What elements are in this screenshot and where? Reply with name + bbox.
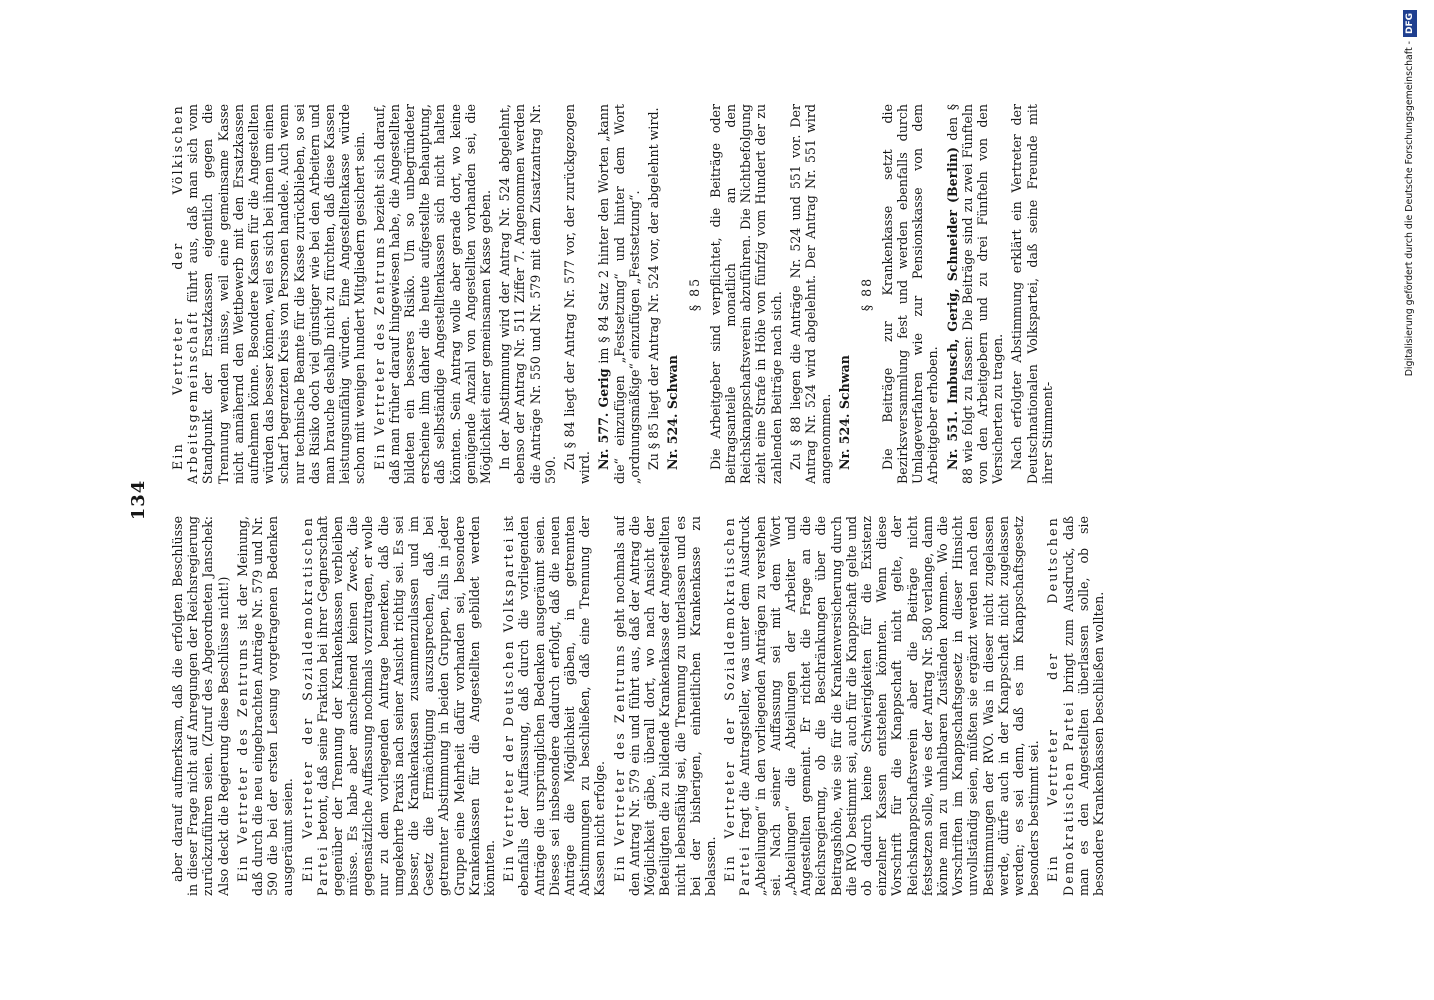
paragraph [372, 104, 494, 484]
digitization-text: Digitalisierung gefördert durch die Deutsche Forschungsgemeinschaft - [1404, 41, 1415, 377]
paragraph-text: ist ebenfalls der Auffassung, daß durch die vorliegenden Anträge die ursprünglichen Bedenken ausgeräumt seien. Dieses sei insbesondere dadurch erfolgt, daß die neuen Anträge die Möglichkeit gäben, in getrennten Abstimmungen zu beschließen, daß eine Trennung der Kassen nicht erfolge. [501, 516, 608, 896]
paragraph [596, 104, 642, 484]
paragraph-text: Zu § 84 liegt der Antrag Nr. 577 vor, der zurückgezogen wird. [562, 104, 593, 484]
paragraph [235, 516, 296, 896]
speaker-lead: Ein Vertreter des Zentrums [234, 637, 250, 882]
paragraph [708, 104, 784, 484]
paragraph [945, 104, 1006, 484]
dfg-logo: DFG [1403, 10, 1417, 37]
scanned-page [110, 90, 1160, 910]
paragraph-text: ist der Meinung, daß durch die neu eingebrachten Anträge Nr. 579 und Nr. 590 die bei der ersten Lesung vorgetragenen Bedenken ausgeräumt seien. [234, 516, 296, 896]
paragraph [612, 516, 718, 896]
paragraph-text: Nach erfolgter Abstimmung erklärt ein Vertreter der Deutschnationalen Volkspartei, daß seine Freunde mit ihrer Stimment- [1009, 104, 1055, 484]
speaker-lead: Nr. 524. Schwan [665, 355, 681, 470]
paragraph [300, 516, 498, 896]
paragraph [1009, 104, 1055, 484]
paragraph [837, 104, 852, 484]
paragraph-text: Die Arbeitgeber sind verpflichtet, die Beiträge oder Beitragsanteile monatlich an den Reichsknappschaftsverein abzuführen. Die Nichtbefolgung zieht eine Strafe in Höhe von fünfzig vom Hundert der zu zahlenden Beiträge nach sich. [707, 104, 784, 484]
speaker-lead: Ein Vertreter der Deutschen Demokratischen Partei [1045, 516, 1076, 896]
paragraph-text: bezieht sich darauf, daß man früher darauf hingewiesen habe, die Angestellten bildeten ein besseres Risiko. Um so unbegründeter erscheine ihm daher die heute aufgestellte Behauptung, daß selbständige Angestelltenkassen sich nicht halten könnten. Sein Antrag wolle aber gerade dort, wo keine genügende Anzahl von Angestellten vorhanden sei, die Möglichkeit einer gemeinsamen Kasse geben. [371, 104, 494, 484]
speaker-lead: Ein Vertreter der Sozialdemokratischen Partei [722, 516, 753, 896]
paragraph-text: Die Beiträge zur Krankenkasse setzt die Bezirksversammlung fest und werden ebenfalls durch Umlageverfahren wie zur Pensionskasse von dem Arbeitgeber erhoben. [879, 104, 941, 484]
paragraph [497, 104, 558, 484]
speaker-lead: Ein Vertreter des Zentrums [371, 235, 387, 470]
paragraph-text: den § 88 wie folgt zu fassen: Die Beiträge sind zu zwei Fünfteln von den Arbeitgebern und zu drei Fünfteln von den Versicherten zu tragen. [944, 104, 1006, 484]
right-column [170, 104, 1150, 484]
paragraph-text: Zu § 85 liegt der Antrag Nr. 524 vor, der abgelehnt wird. [646, 107, 662, 470]
left-column [170, 516, 1150, 896]
digitization-note [1398, 10, 1422, 990]
paragraph [646, 104, 661, 484]
paragraph [665, 104, 680, 484]
speaker-lead: Nr. 524. Schwan [837, 355, 853, 470]
paragraph [687, 104, 702, 484]
paragraph [562, 104, 592, 484]
paragraph [170, 516, 231, 896]
paragraph-text: In der Abstimmung wird der Antrag Nr. 524 abgelehnt, ebenso der Antrag Nr. 511 Ziffer 7. Angenommen werden die Anträge Nr. 550 und Nr. 579 mit dem Zusatzantrag Nr. 590. [497, 104, 558, 484]
paragraph-text: fragt die Antragsteller, was unter dem Ausdruck „Abteilungen“ in den vorliegenden Anträgen zu verstehen sei. Nach seiner Auffassung sei mit dem Wort „Abteilungen“ die Abteilungen der Arbeiter und Angestellten gemeint. Er richtet die Frage an die Reichsregierung, ob die Beschränkungen über die Beitragshöhe, wie sie für die Krankenversicherung durch die RVO bestimmt sei, auch für die Knappschaft gelte und ob dadurch keine Schwierigkeiten für die Existenz einzelner Kassen entstehen könnten. Wenn diese Vorschrift für die Knappschaft nicht gelte, der Reichsknappschaftsverein aber die Beiträge nicht festsetzen solle, wie es der Antrag Nr. 580 verlange, dann könne man zu unhaltbaren Zuständen kommen. Wo die Vorschriften im Knappschaftsgesetz in dieser Hinsicht unvollständig seien, müßten sie ergänzt werden nach den Bestimmungen der RVO. Was in dieser nicht zugelassen werde, dürfe auch in der Knappschaft nicht zugelassen werden; es sei denn, daß es im Knappschaftsgesetz besonders bestimmt sei. [737, 516, 1042, 896]
speaker-lead: Ein Vertreter der Sozialdemokratischen Partei [299, 516, 330, 896]
page-number: 134 [128, 479, 149, 521]
paragraph [880, 104, 941, 484]
paragraph [1045, 516, 1106, 896]
paragraph [788, 104, 834, 484]
paragraph [501, 516, 607, 896]
speaker-lead: Ein Vertreter der Deutschen Volkspartei [501, 536, 517, 882]
paragraph-text: Zu § 88 liegen die Anträge Nr. 524 und 551 vor. Der Antrag Nr. 524 wird abgelehnt. Der Antrag Nr. 551 wird angenommen. [787, 104, 834, 484]
paragraph-text: führt aus, daß man sich vom Standpunkt der Ersatzkassen eigentlich gegen die Trennung wenden müsse, weil eine gemeinsame Kasse nicht annähernd den Wettbewerb mit den Ersatzkassen aufnehmen könne. Besondere Kassen für die Angestellten würden das besser können, weil es sich bei ihnen um einen scharf begrenzten Kreis von Personen handele. Auch wenn nur technische Beamte für die Kasse zurückblieben, so sei das Risiko doch viel günstiger wie bei den Arbeitern und man brauche deshalb nicht zu fürchten, daß diese Kassen leistungsunfähig würden. Eine Angestelltenkasse würde schon mit wenigen hundert Mitgliedern gesichert sein. [185, 104, 368, 484]
paragraph-text: § 85 [686, 276, 702, 312]
paragraph-text: bringt zum Ausdruck, daß man es den Angestellten überlassen solle, ob sie besondere Krankenkassen beschließen wollten. [1060, 516, 1106, 896]
paragraph-text: geht nochmals auf den Antrag Nr. 579 ein und führt aus, daß der Antrag die Möglichkeit gäbe, überall dort, wo nach Ansicht der Beteiligten die zu bildende Krankenkasse der Angestellten nicht lebensfähig sei, die Trennung zu unterlassen und es bei der bisherigen, einheitlichen Krankenkasse zu belassen. [611, 516, 718, 896]
paragraph-text: aber darauf aufmerksam, daß die erfolgten Beschlüsse in dieser Frage nicht auf Anregungen der Reichsregierung zurückzuführen seien. (Zuruf des Abgeordneten Janschek: Also deckt die Regierung diese Beschlüsse nicht!) [170, 516, 231, 896]
rotated-page-content [110, 90, 1160, 910]
speaker-lead: Nr. 577. Gerig [596, 368, 612, 470]
paragraph-text: betont, daß seine Fraktion bei ihrer Gegnerschaft gegenüber der Trennung der Krankenkassen verbleiben müsse. Es habe aber anscheinend keinen Zweck, die gegensätzliche Auffassung nochmals vorzutragen, er wolle nur zu dem vorliegenden Antrage bemerken, daß die umgekehrte Praxis nach seiner Ansicht richtig sei. Es sei besser, die Krankenkassen zusammenzulassen und im Gesetz die Ermächtigung auszusprechen, daß bei getrennter Abstimmung in beiden Gruppen, falls in jeder Gruppe eine Mehrheit dafür vorhanden sei, besondere Krankenkassen für die Angestellten gebildet werden könnten. [314, 516, 498, 896]
paragraph [722, 516, 1041, 896]
paragraph [859, 104, 874, 484]
paragraph-text: § 88 [858, 276, 874, 312]
paragraph [170, 104, 368, 484]
speaker-lead: Ein Vertreter des Zentrums [611, 643, 627, 882]
speaker-lead: Ein Vertreter der Völkischen Arbeitsgemeinschaft [170, 104, 201, 484]
paragraph-text: im § 84 Satz 2 hinter den Worten „kann die“ einzufügen „Festsetzung“ und hinter dem Wort „ordnungsmäßige“ einzufügen „Festsetzung“. [596, 104, 642, 484]
speaker-lead: Nr. 551. Imbusch, Gerig, Schneider (Berlin) [944, 147, 960, 470]
